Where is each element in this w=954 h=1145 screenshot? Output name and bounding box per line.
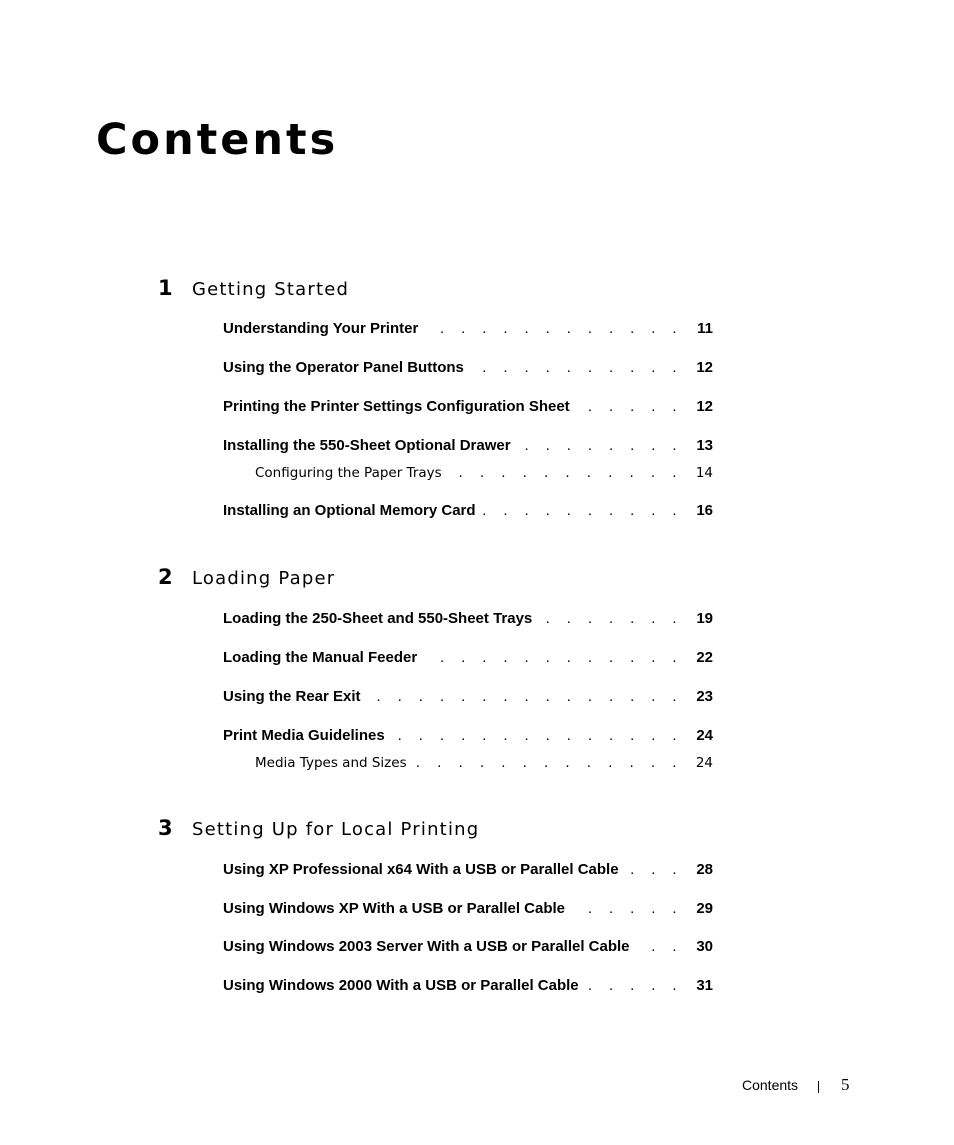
toc-entry[interactable]	[223, 318, 713, 340]
dot-leader	[571, 898, 683, 920]
footer-section-name: Contents	[742, 1077, 799, 1093]
dot-leader	[448, 462, 683, 484]
toc-entry[interactable]	[223, 608, 713, 630]
chapter-title[interactable]: Getting Started	[192, 279, 350, 300]
toc-entry[interactable]	[223, 686, 713, 708]
chapter-number: 3	[158, 816, 173, 840]
dot-leader	[413, 752, 683, 774]
dot-leader	[517, 435, 683, 457]
toc-entry-label[interactable]: Installing an Optional Memory Card	[223, 502, 476, 519]
toc-entry[interactable]	[223, 357, 713, 379]
toc-entry-page[interactable]: 12	[696, 398, 713, 415]
chapter-title[interactable]: Loading Paper	[192, 568, 336, 589]
dot-leader	[482, 500, 683, 522]
toc-entry-label[interactable]: Loading the 250-Sheet and 550-Sheet Trays	[223, 610, 533, 627]
toc-entry-label[interactable]: Using the Rear Exit	[223, 688, 361, 705]
chapter-heading-2[interactable]	[158, 564, 335, 590]
toc-entry-label[interactable]: Using XP Professional x64 With a USB or Parallel Cable	[223, 861, 619, 878]
toc-entry-page[interactable]: 13	[696, 437, 713, 454]
toc-subentry-page[interactable]: 14	[695, 465, 713, 481]
toc-entry-page[interactable]: 23	[696, 688, 713, 705]
toc-entry-label[interactable]: Using the Operator Panel Buttons	[223, 359, 464, 376]
chapter-heading-1[interactable]	[158, 275, 349, 301]
toc-entry-label[interactable]: Loading the Manual Feeder	[223, 649, 418, 666]
toc-entry-page[interactable]: 24	[696, 727, 713, 744]
toc-entry[interactable]	[223, 898, 713, 920]
chapter-heading-3[interactable]	[158, 815, 479, 841]
toc-entry-label[interactable]: Using Windows 2000 With a USB or Parallel Cable	[223, 977, 579, 994]
dot-leader	[470, 357, 683, 379]
toc-entry[interactable]	[223, 396, 713, 418]
dot-leader	[585, 975, 683, 997]
toc-entry[interactable]	[223, 975, 713, 997]
toc-entry-page[interactable]: 31	[696, 977, 713, 994]
toc-entry-page[interactable]: 19	[696, 610, 713, 627]
dot-leader	[636, 936, 683, 958]
toc-entry-page[interactable]: 22	[696, 649, 713, 666]
toc-entry[interactable]	[223, 936, 713, 958]
toc-entry-label[interactable]: Using Windows XP With a USB or Parallel Cable	[223, 900, 566, 917]
toc-subentry-page[interactable]: 24	[695, 755, 713, 771]
dot-leader	[424, 318, 683, 340]
dot-leader	[538, 608, 683, 630]
toc-subentry[interactable]	[255, 752, 713, 774]
chapter-number: 2	[158, 565, 173, 589]
chapter-number: 1	[158, 276, 173, 300]
toc-entry[interactable]	[223, 859, 713, 881]
toc-entry-label[interactable]: Print Media Guidelines	[223, 727, 385, 744]
dot-leader	[391, 725, 683, 747]
toc-entry-page[interactable]: 30	[696, 938, 713, 955]
dot-leader	[367, 686, 683, 708]
chapter-title[interactable]: Setting Up for Local Printing	[192, 819, 480, 840]
dot-leader	[625, 859, 683, 881]
toc-entry-label[interactable]: Understanding Your Printer	[223, 320, 419, 337]
toc-entry-label[interactable]: Printing the Printer Settings Configuration Sheet	[223, 398, 570, 415]
toc-entry-page[interactable]: 11	[697, 320, 713, 337]
toc-entry[interactable]	[223, 647, 713, 669]
toc-entry-label[interactable]: Installing the 550-Sheet Optional Drawer	[223, 437, 511, 454]
toc-entry[interactable]	[223, 500, 713, 522]
toc-entry-page[interactable]: 16	[696, 502, 713, 519]
footer-separator	[818, 1081, 819, 1093]
dot-leader	[423, 647, 683, 669]
toc-entry-page[interactable]: 29	[696, 900, 713, 917]
toc-subentry-label[interactable]: Media Types and Sizes	[255, 755, 407, 771]
toc-entry[interactable]	[223, 725, 713, 747]
dot-leader	[576, 396, 683, 418]
toc-entry-page[interactable]: 28	[696, 861, 713, 878]
toc-entry-label[interactable]: Using Windows 2003 Server With a USB or Parallel Cable	[223, 938, 630, 955]
toc-subentry[interactable]	[255, 462, 713, 484]
page-title: Contents	[96, 115, 339, 165]
page-footer	[742, 1074, 850, 1096]
toc-subentry-label[interactable]: Configuring the Paper Trays	[255, 465, 442, 481]
toc-entry[interactable]	[223, 435, 713, 457]
footer-page-number: 5	[841, 1075, 850, 1094]
toc-entry-page[interactable]: 12	[696, 359, 713, 376]
